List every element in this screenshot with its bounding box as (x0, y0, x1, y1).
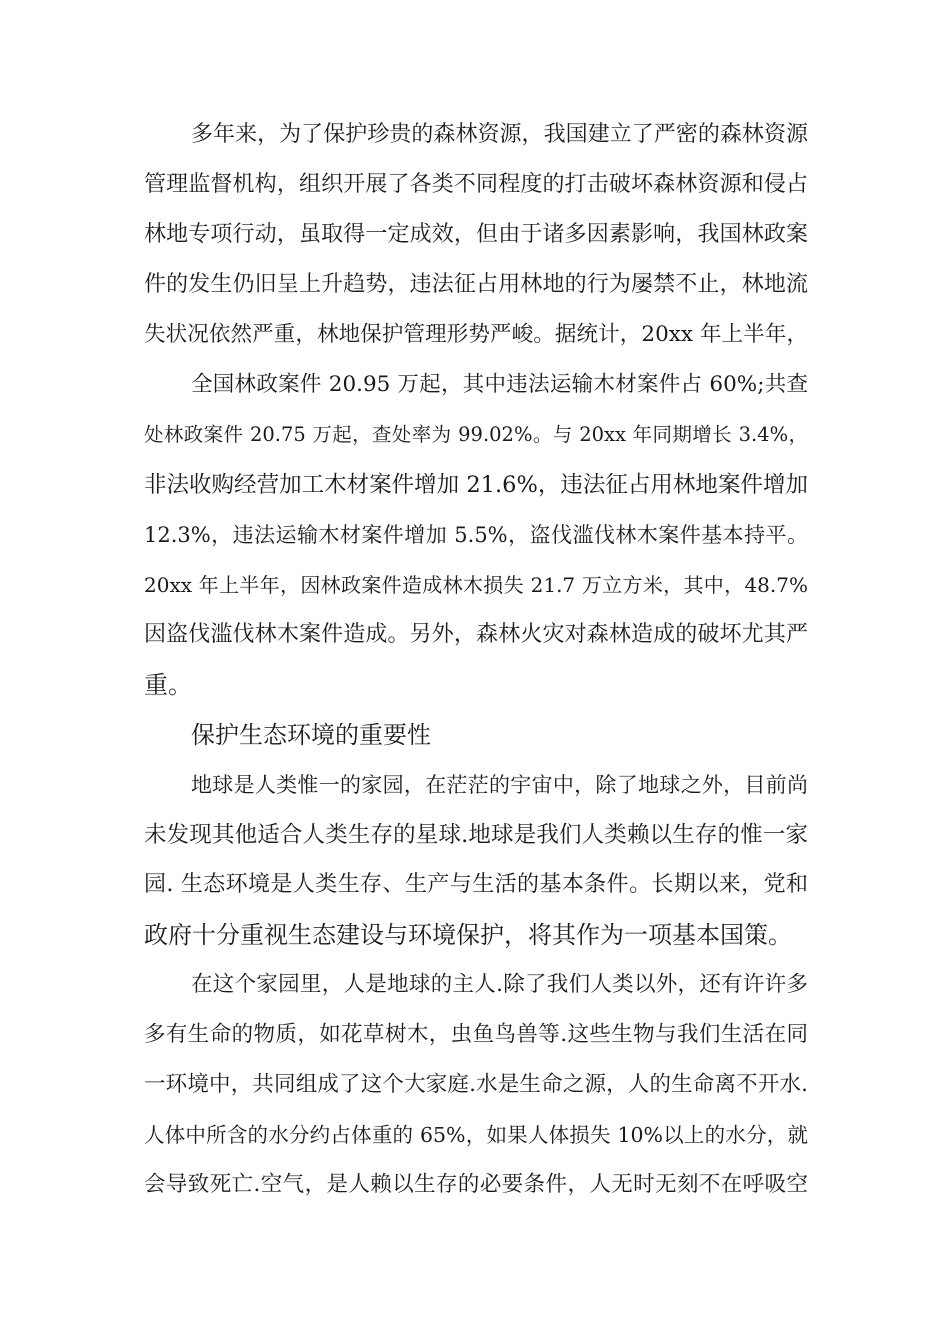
text-line: 处林政案件 20.75 万起，查处率为 99.02%。与 20xx 年同期增长 3.4%， (144, 423, 808, 446)
text-line: 因盗伐滥伐林木案件造成。另外，森林火灾对森林造成的破坏尤其严 (144, 622, 808, 647)
text-line: 园. 生态环境是人类生存、生产与生活的基本条件。长期以来，党和 (144, 872, 808, 897)
text-line: 失状况依然严重，林地保护管理形势严峻。据统计，20xx 年上半年， (144, 322, 808, 347)
text-line: 未发现其他适合人类生存的星球.地球是我们人类赖以生存的惟一家 (144, 822, 808, 848)
text-line: 会导致死亡.空气，是人赖以生存的必要条件，人无时无刻不在呼吸空 (144, 1172, 808, 1197)
text-line: 一环境中，共同组成了这个大家庭.水是生命之源，人的生命离不开水. (144, 1072, 808, 1097)
text-line: 20xx 年上半年，因林政案件造成林木损失 21.7 万立方米，其中，48.7% (144, 573, 808, 597)
text-line: 非法收购经营加工木材案件增加 21.6%，违法征占用林地案件增加 (144, 472, 808, 498)
text-line: 在这个家园里，人是地球的主人.除了我们人类以外，还有许许多 (191, 972, 808, 997)
text-line: 全国林政案件 20.95 万起，其中违法运输木材案件占 60%;共查 (191, 372, 808, 397)
text-line: 重。 (144, 671, 192, 699)
text-line: 12.3%，违法运输木材案件增加 5.5%，盗伐滥伐林木案件基本持平。 (144, 523, 808, 547)
text-line: 管理监督机构，组织开展了各类不同程度的打击破坏森林资源和侵占 (144, 172, 808, 197)
text-line: 林地专项行动，虽取得一定成效，但由于诸多因素影响，我国林政案 (144, 222, 808, 247)
text-line: 政府十分重视生态建设与环境保护，将其作为一项基本国策。 (144, 921, 792, 949)
section-heading: 保护生态环境的重要性 (191, 721, 431, 749)
text-line: 地球是人类惟一的家园，在茫茫的宇宙中，除了地球之外，目前尚 (191, 773, 808, 797)
text-line: 件的发生仍旧呈上升趋势，违法征占用林地的行为屡禁不止，林地流 (144, 272, 808, 297)
text-line: 多年来，为了保护珍贵的森林资源，我国建立了严密的森林资源 (191, 122, 808, 147)
text-line: 多有生命的物质，如花草树木，虫鱼鸟兽等.这些生物与我们生活在同 (144, 1022, 808, 1047)
text-line: 人体中所含的水分约占体重的 65%，如果人体损失 10%以上的水分，就 (144, 1123, 808, 1147)
